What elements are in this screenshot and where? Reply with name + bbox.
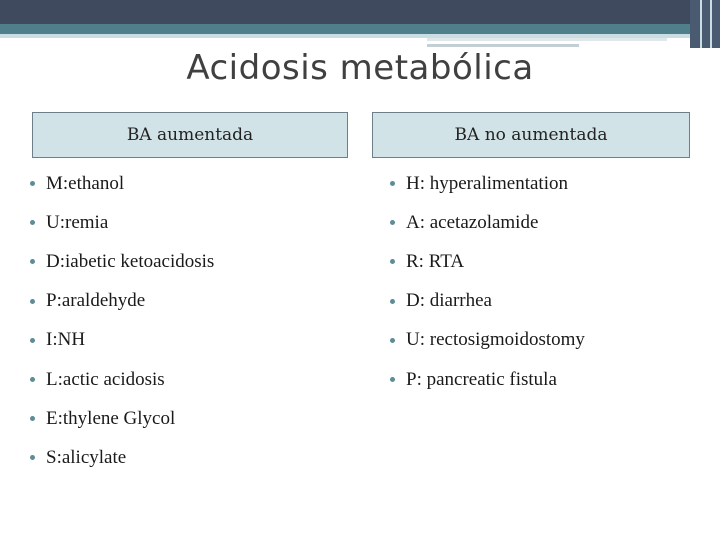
- list-item-text: U: rectosigmoidostomy: [406, 329, 585, 351]
- right-column-list: [388, 164, 718, 399]
- bullet-icon: [390, 377, 395, 382]
- list-item-text: L:actic acidosis: [46, 368, 165, 390]
- bullet-icon: [30, 181, 35, 186]
- bullet-icon: [390, 220, 395, 225]
- bullet-icon: [390, 259, 395, 264]
- list-item: [388, 203, 718, 242]
- list-item-text: M:ethanol: [46, 172, 125, 194]
- bullet-icon: [390, 181, 395, 186]
- list-item-text: A: acetazolamide: [406, 211, 539, 233]
- right-column-header: BA no aumentada: [372, 112, 690, 158]
- list-item: [28, 399, 358, 438]
- left-column-header: BA aumentada: [32, 112, 348, 158]
- bullet-icon: [30, 377, 35, 382]
- bullet-icon: [390, 299, 395, 304]
- list-item: [388, 282, 718, 321]
- corner-decoration: [690, 0, 720, 48]
- title-accent-line: [427, 44, 579, 47]
- list-item: [28, 242, 358, 281]
- list-item-text: U:remia: [46, 211, 109, 233]
- list-item: [388, 242, 718, 281]
- bullet-icon: [30, 455, 35, 460]
- list-item: [28, 282, 358, 321]
- title-accent-line: [427, 38, 667, 41]
- bullet-icon: [30, 259, 35, 264]
- list-item: [28, 164, 358, 203]
- list-item-text: R: RTA: [406, 250, 465, 272]
- bullet-icon: [30, 299, 35, 304]
- list-item: [388, 164, 718, 203]
- bullet-icon: [390, 338, 395, 343]
- list-item: [388, 321, 718, 360]
- accent-band: [0, 24, 720, 34]
- bullet-icon: [30, 220, 35, 225]
- slide-title: Acidosis metabólica: [186, 48, 534, 88]
- list-item-text: D:iabetic ketoacidosis: [46, 250, 215, 272]
- list-item-text: D: diarrhea: [406, 290, 492, 312]
- top-decorative-band: [0, 0, 720, 24]
- list-item: [28, 360, 358, 399]
- list-item-text: S:alicylate: [46, 446, 127, 468]
- list-item-text: E:thylene Glycol: [46, 407, 176, 429]
- bullet-icon: [30, 416, 35, 421]
- list-item-text: I:NH: [46, 329, 86, 351]
- list-item: [28, 438, 358, 477]
- list-item-text: H: hyperalimentation: [406, 172, 568, 194]
- list-item-text: P: pancreatic fistula: [406, 368, 557, 390]
- list-item: [28, 321, 358, 360]
- left-column-list: [28, 164, 358, 478]
- bullet-icon: [30, 338, 35, 343]
- corner-line: [710, 0, 712, 48]
- list-item: [28, 203, 358, 242]
- corner-line: [700, 0, 702, 48]
- list-item: [388, 360, 718, 399]
- list-item-text: P:araldehyde: [46, 290, 146, 312]
